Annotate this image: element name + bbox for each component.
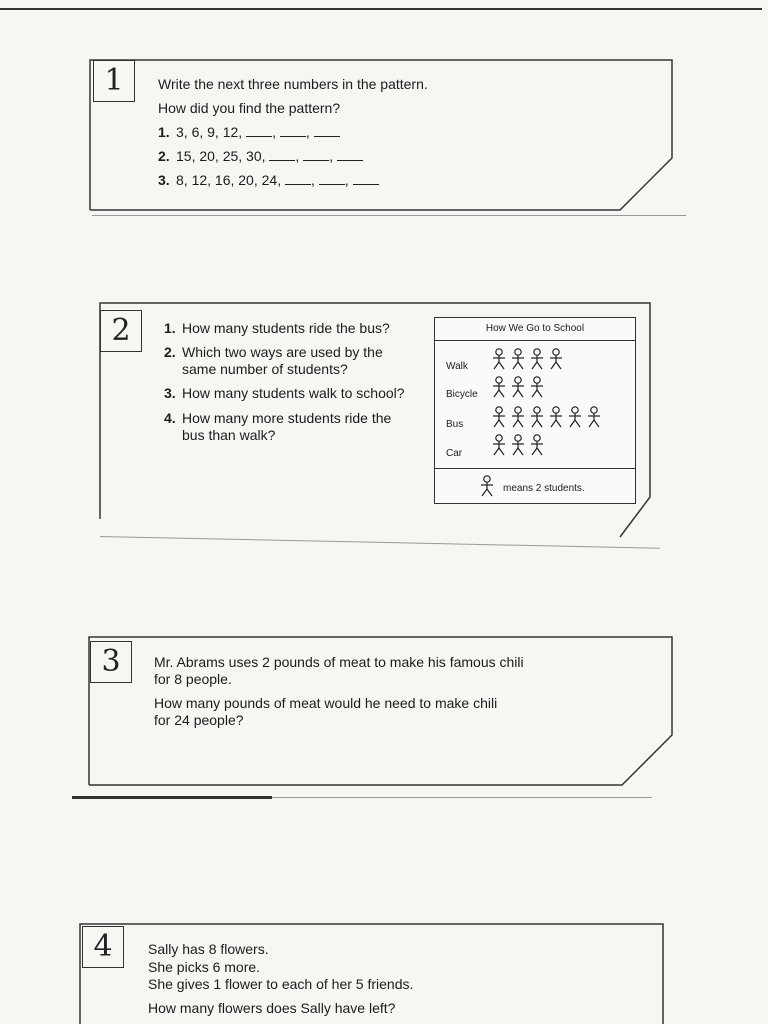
problem-1-item-1: 1. 3, 6, 9, 12, , ,	[158, 124, 340, 141]
student-icon	[529, 376, 545, 398]
row-figures-bicycle	[491, 376, 545, 398]
item-number: 2.	[158, 148, 170, 164]
row-label-car: Car	[446, 448, 463, 459]
question-text: How many students walk to school?	[182, 385, 405, 401]
student-icon	[510, 406, 526, 428]
problem-1-item-3: 3. 8, 12, 16, 20, 24, , ,	[158, 172, 379, 189]
question-number: 4.	[164, 410, 176, 426]
student-icon	[491, 406, 507, 428]
problem-4-line-4: How many flowers does Sally have left?	[148, 1000, 396, 1016]
student-icon	[529, 406, 545, 428]
top-rule	[0, 8, 762, 10]
row-label-bicycle: Bicycle	[446, 389, 478, 400]
question-text: Which two ways are used by the	[182, 344, 383, 360]
student-icon	[491, 376, 507, 398]
answer-blank[interactable]	[314, 124, 340, 137]
problem-2-question-1	[164, 320, 390, 337]
student-icon	[491, 348, 507, 370]
key-figure	[479, 475, 495, 497]
row-label-bus: Bus	[446, 419, 464, 430]
question-text: How many more students ride the	[182, 410, 392, 426]
item-number: 3.	[158, 172, 170, 188]
row-label-walk: Walk	[446, 361, 468, 372]
problem-1-question: How did you find the pattern?	[158, 100, 341, 116]
problem-1-intro: Write the next three numbers in the pattern.	[158, 76, 428, 92]
problem-3-line-1: Mr. Abrams uses 2 pounds of meat to make his famous chili	[154, 654, 524, 670]
student-icon	[548, 406, 564, 428]
answer-blank[interactable]	[285, 172, 311, 185]
problem-4-number: 4	[82, 926, 124, 968]
problem-2-question-2-cont: same number of students?	[182, 361, 348, 377]
item-number: 1.	[158, 124, 170, 140]
row-figures-walk	[491, 348, 564, 370]
problem-1-number: 1	[93, 60, 135, 102]
divider	[92, 215, 686, 216]
pictograph-title: How We Go to School	[435, 318, 635, 341]
answer-blank[interactable]	[246, 124, 272, 137]
problem-4-line-2: She picks 6 more.	[148, 959, 261, 975]
answer-blank[interactable]	[337, 148, 363, 161]
answer-blank[interactable]	[303, 148, 329, 161]
question-number: 3.	[164, 385, 176, 401]
student-icon	[529, 348, 545, 370]
student-icon	[510, 348, 526, 370]
question-number: 1.	[164, 320, 176, 336]
answer-blank[interactable]	[353, 172, 379, 185]
item-text: 3, 6, 9, 12,	[176, 124, 243, 140]
student-icon	[491, 434, 507, 456]
student-icon	[529, 434, 545, 456]
item-text: 8, 12, 16, 20, 24,	[176, 172, 282, 188]
answer-blank[interactable]	[280, 124, 306, 137]
divider	[272, 797, 652, 798]
question-text: How many students ride the bus?	[182, 320, 390, 336]
student-icon	[510, 376, 526, 398]
problem-2-question-3	[164, 385, 405, 402]
question-number: 2.	[164, 344, 176, 360]
student-icon	[510, 434, 526, 456]
student-icon	[548, 348, 564, 370]
problem-3-number: 3	[90, 641, 132, 683]
pictograph	[434, 317, 636, 504]
row-figures-bus	[491, 406, 602, 428]
problem-2-question-4	[164, 410, 391, 427]
problem-3-line-3: How many pounds of meat would he need to make chili	[154, 695, 498, 711]
answer-blank[interactable]	[269, 148, 295, 161]
problem-4-line-3: She gives 1 flower to each of her 5 friends.	[148, 976, 414, 992]
student-icon	[479, 475, 495, 497]
student-icon	[586, 406, 602, 428]
pictograph-key	[435, 468, 635, 504]
item-text: 15, 20, 25, 30,	[176, 148, 266, 164]
problem-2-question-2	[164, 344, 383, 361]
student-icon	[567, 406, 583, 428]
answer-blank[interactable]	[319, 172, 345, 185]
row-figures-car	[491, 434, 545, 456]
problem-3-line-2: for 8 people.	[154, 671, 232, 687]
divider	[72, 796, 272, 799]
problem-4-line-1: Sally has 8 flowers.	[148, 941, 269, 957]
key-label: means 2 students.	[503, 483, 585, 494]
problem-3-line-4: for 24 people?	[154, 712, 244, 728]
problem-2-question-4-cont: bus than walk?	[182, 427, 276, 443]
problem-1-item-2: 2. 15, 20, 25, 30, , ,	[158, 148, 363, 165]
problem-2-number: 2	[100, 310, 142, 352]
